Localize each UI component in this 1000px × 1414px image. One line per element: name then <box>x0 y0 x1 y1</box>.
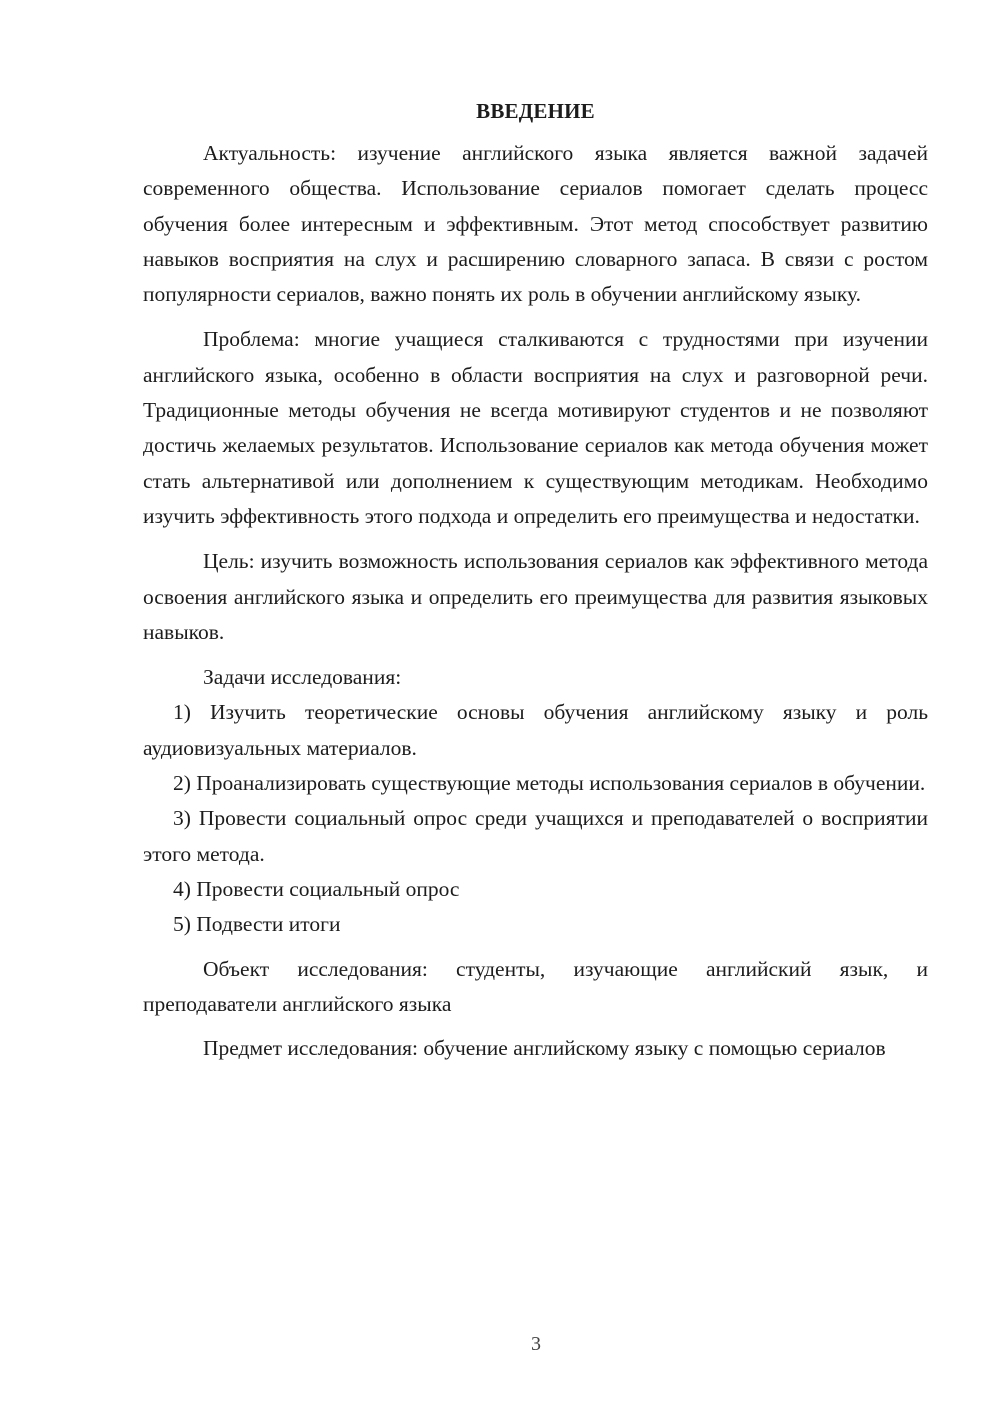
list-item: 5) Подвести итоги <box>173 912 341 937</box>
object-paragraph: Объект исследования: студенты, изучающие английский язык, и преподаватели английского языка <box>143 956 928 1016</box>
list-item: 4) Провести социальный опрос <box>173 876 460 901</box>
list-item: 2) Проанализировать существующие методы использования сериалов в обучении. <box>173 771 926 796</box>
page-content <box>143 96 928 1066</box>
relevance-paragraph: Актуальность: изучение английского языка является важной задачей современного общества. Использование сериалов помогает сделать процесс обучения более интересным и эффективным. Этот метод способствует развитию навыков восприятия на слух и расширению словарного запаса. В связи с ростом популярности сериалов, важно понять их роль в обучении английскому языку. <box>143 141 928 307</box>
list-item: 3) Провести социальный опрос среди учащихся и преподавателей о восприятии этого метода. <box>143 806 928 866</box>
problem-paragraph: Проблема: многие учащиеся сталкиваются с трудностями при изучении английского языка, особенно в области восприятия на слух и разговорной речи. Традиционные методы обучения не всегда мотивируют студентов и не позволяют достичь желаемых результатов. Использование сериалов как метода обучения может стать альтернативой или дополнением к существующим методикам. Необходимо изучить эффективность этого подхода и определить его преимущества и недостатки. <box>143 327 928 528</box>
list-item: 1) Изучить теоретические основы обучения английскому языку и роль аудиовизуальных материалов. <box>143 700 928 760</box>
tasks-heading: Задачи исследования: <box>203 665 402 690</box>
tasks-list <box>143 695 928 942</box>
goal-paragraph: Цель: изучить возможность использования сериалов как эффективного метода освоения английского языка и определить его преимущества для развития языковых навыков. <box>143 549 928 644</box>
page-title: ВВЕДЕНИЕ <box>476 99 595 123</box>
page-number: 3 <box>531 1333 541 1355</box>
subject-paragraph: Предмет исследования: обучение английскому языку с помощью сериалов <box>203 1036 886 1061</box>
